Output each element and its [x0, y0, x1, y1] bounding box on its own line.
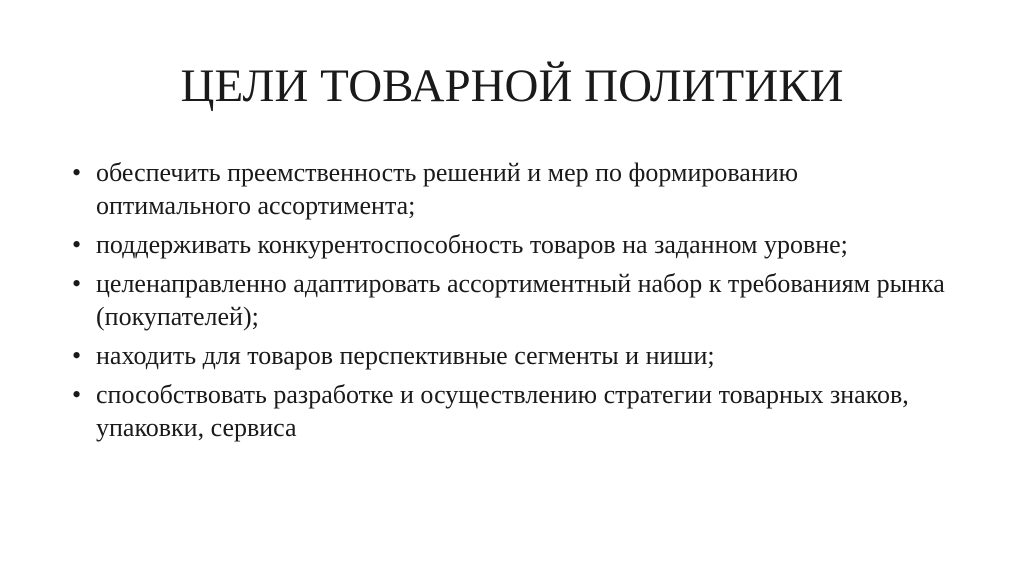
- bullet-item: [72, 228, 952, 261]
- bullet-item: [72, 378, 952, 444]
- bullet-dot-icon: •: [72, 269, 82, 298]
- bullet-item: [72, 156, 952, 222]
- bullet-text: обеспечить преемственность решений и мер по формированию оптимального ассортимента;: [96, 158, 799, 220]
- bullet-list: [72, 156, 952, 450]
- bullet-text: целенаправленно адаптировать ассортиментный набор к требованиям рынка (покупателей);: [96, 269, 945, 331]
- bullet-text: поддерживать конкурентоспособность товаров на заданном уровне;: [96, 230, 848, 259]
- bullet-text: находить для товаров перспективные сегменты и ниши;: [96, 341, 715, 370]
- bullet-dot-icon: •: [72, 158, 82, 187]
- bullet-dot-icon: •: [72, 341, 82, 370]
- bullet-item: [72, 339, 952, 372]
- bullet-item: [72, 267, 952, 333]
- bullet-dot-icon: •: [72, 230, 82, 259]
- slide-title: ЦЕЛИ ТОВАРНОЙ ПОЛИТИКИ: [180, 60, 844, 112]
- bullet-dot-icon: •: [72, 380, 82, 409]
- bullet-text: способствовать разработке и осуществлению стратегии товарных знаков, упаковки, сервиса: [96, 380, 909, 442]
